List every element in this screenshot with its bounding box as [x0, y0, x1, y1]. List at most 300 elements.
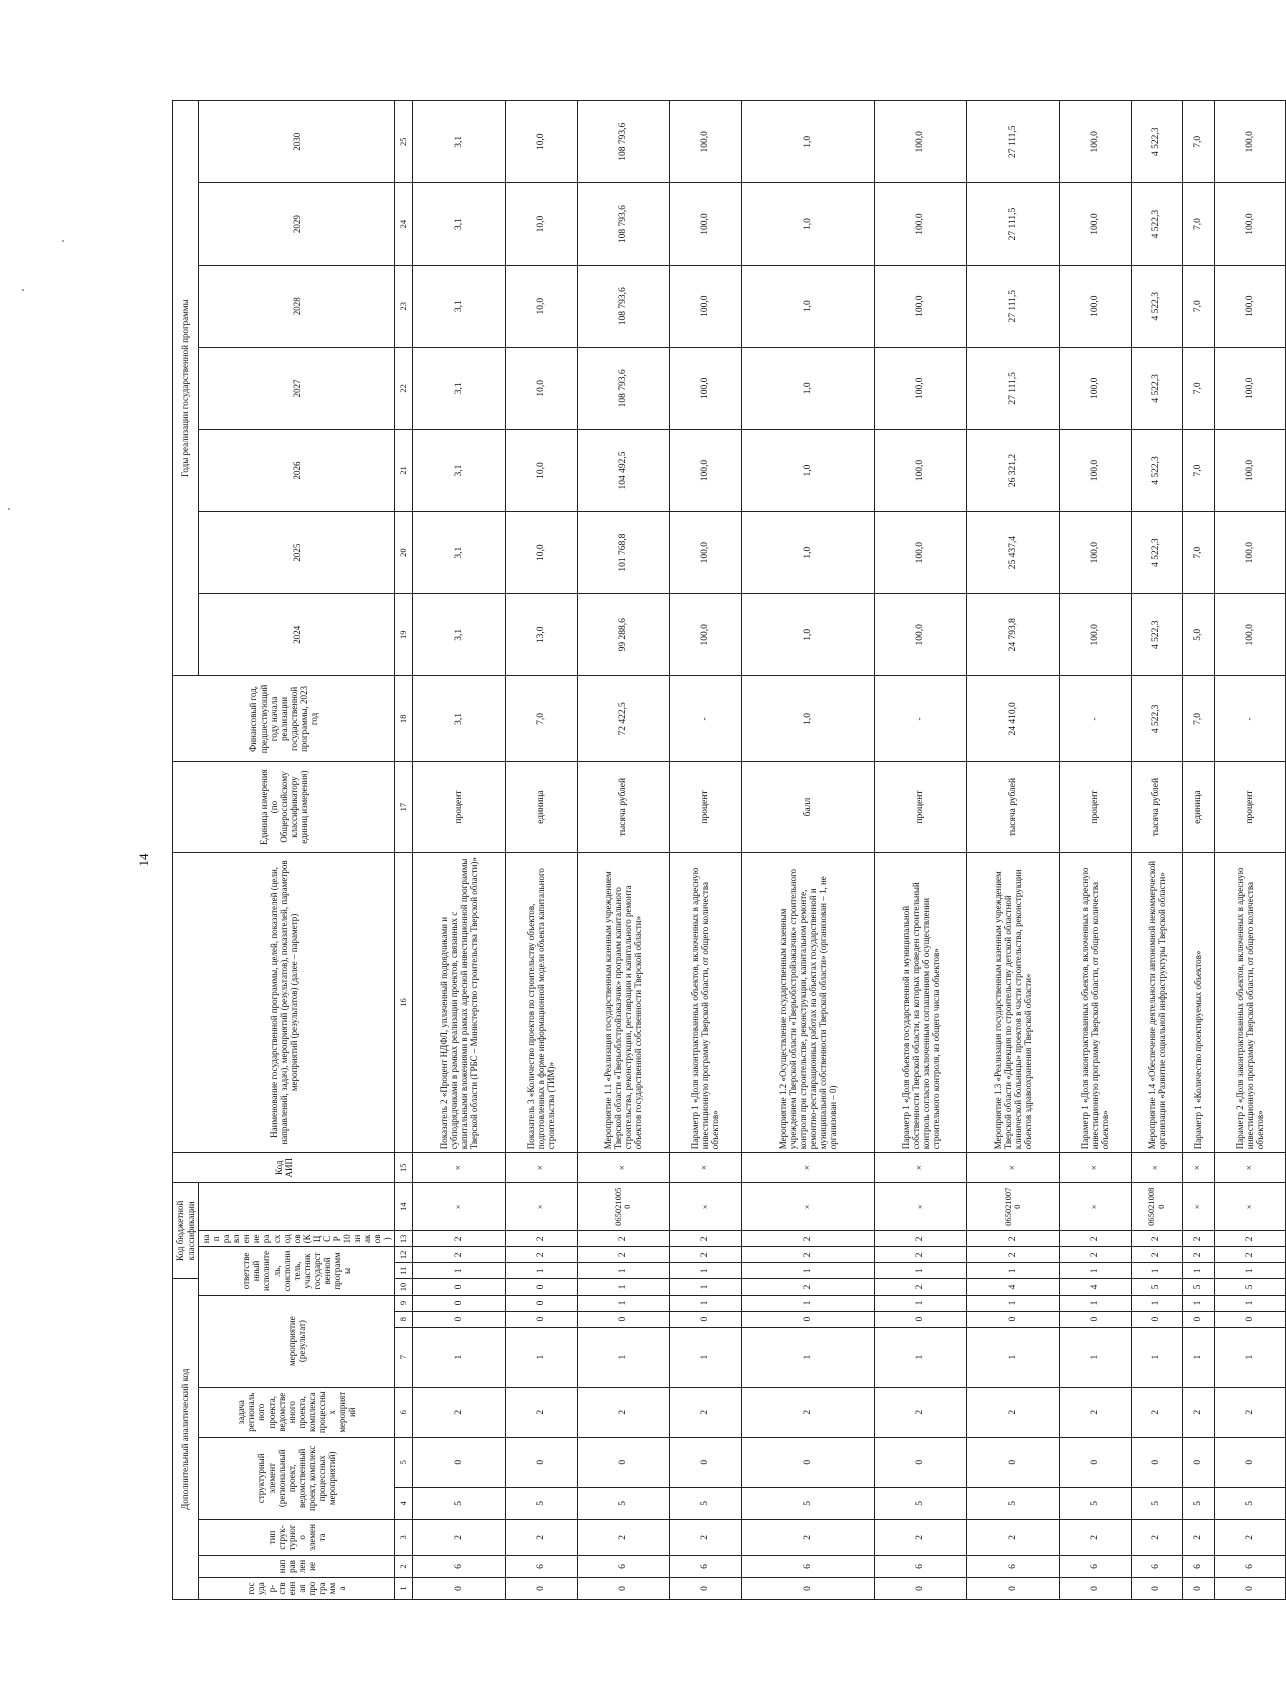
cell-c6: 2: [1059, 1387, 1131, 1437]
year-value: 100,0: [1059, 594, 1131, 676]
cell-aip: ×: [741, 1153, 874, 1183]
cell-c10: 5: [1131, 1279, 1182, 1295]
cell-c12: 2: [505, 1247, 577, 1263]
cell-c3: 2: [1182, 1519, 1214, 1555]
cell-expense: ×: [1182, 1183, 1214, 1231]
cell-c1: 0: [1182, 1577, 1214, 1599]
cell-expense: ×: [505, 1183, 577, 1231]
cell-c9: 1: [875, 1295, 967, 1311]
table-row: [1059, 101, 1131, 1600]
cell-c6: 2: [875, 1387, 967, 1437]
cell-base: 72 422,5: [577, 676, 669, 762]
header-element: структурный элемент (региональный проект, ведомственный проект, комплекс процессных мероприятий): [199, 1437, 395, 1519]
column-number: 15: [395, 1153, 413, 1183]
row-name: Параметр 1 «Доля законтрактованных объектов, включенных в адресную инвестиционную программу Тверской области, от общего количества объектов»: [669, 852, 741, 1153]
rotated-table-wrapper: [172, 100, 1266, 1600]
cell-expense: ×: [1059, 1183, 1131, 1231]
cell-c5: 0: [741, 1437, 874, 1487]
year-value: 25 437,4: [967, 512, 1059, 594]
cell-c12: 2: [875, 1247, 967, 1263]
row-name: Мероприятие 1.3 «Реализация государственным казенным учреждением Тверской области «Дирекция по строительству детской областной клинической больницы» проектов в части строительства, реконструкции объектов здравоохранения Тверской области»: [967, 852, 1059, 1153]
cell-c1: 0: [741, 1577, 874, 1599]
cell-c7: 1: [1214, 1327, 1286, 1387]
cell-c11: 1: [741, 1263, 874, 1279]
cell-c13: 2: [1214, 1231, 1286, 1247]
cell-c4: 5: [505, 1487, 577, 1519]
year-value: 10,0: [505, 183, 577, 265]
year-value: 4 522,3: [1131, 512, 1182, 594]
year-value: 100,0: [875, 347, 967, 429]
year-value: 10,0: [505, 101, 577, 184]
cell-c9: 1: [669, 1295, 741, 1311]
cell-c4: 5: [1059, 1487, 1131, 1519]
cell-c5: 0: [1059, 1437, 1131, 1487]
cell-c1: 0: [505, 1577, 577, 1599]
cell-base: -: [669, 676, 741, 762]
cell-c5: 0: [577, 1437, 669, 1487]
year-header: 2027: [199, 347, 395, 429]
cell-c7: 1: [413, 1327, 505, 1387]
cell-c2: 6: [875, 1555, 967, 1577]
cell-c13: 2: [413, 1231, 505, 1247]
year-value: 7,0: [1182, 429, 1214, 511]
cell-c4: 5: [875, 1487, 967, 1519]
cell-expense: ×: [741, 1183, 874, 1231]
year-value: 4 522,3: [1131, 265, 1182, 347]
cell-unit: тысяча рублей: [967, 762, 1059, 852]
column-number: 19: [395, 594, 413, 676]
cell-unit: процент: [1059, 762, 1131, 852]
year-value: 100,0: [1214, 183, 1286, 265]
cell-c11: 1: [413, 1263, 505, 1279]
column-number: 14: [395, 1183, 413, 1231]
year-value: 108 793,6: [577, 347, 669, 429]
year-value: 4 522,3: [1131, 183, 1182, 265]
row-name: Мероприятие 1.4 «Обеспечение деятельности автономной некоммерческой организации «Развитие социальной инфраструктуры Тверской области»: [1131, 852, 1182, 1153]
cell-base: -: [1059, 676, 1131, 762]
cell-c3: 2: [741, 1519, 874, 1555]
cell-c9: 1: [1059, 1295, 1131, 1311]
column-number: 24: [395, 183, 413, 265]
cell-c1: 0: [1131, 1577, 1182, 1599]
year-value: 100,0: [875, 101, 967, 184]
year-value: 100,0: [875, 265, 967, 347]
cell-c5: 0: [1131, 1437, 1182, 1487]
cell-c10: 5: [1182, 1279, 1214, 1295]
table-row: [1131, 101, 1182, 1600]
cell-c8: 0: [1214, 1311, 1286, 1327]
year-header: 2026: [199, 429, 395, 511]
header-measure: мероприятие (результат): [199, 1295, 395, 1387]
year-value: 7,0: [1182, 183, 1214, 265]
cell-c8: 0: [669, 1311, 741, 1327]
year-value: 7,0: [1182, 512, 1214, 594]
cell-c11: 1: [577, 1263, 669, 1279]
cell-c6: 2: [1214, 1387, 1286, 1437]
cell-expense: 0650210050: [577, 1183, 669, 1231]
column-number: 6: [395, 1387, 413, 1437]
row-name: Параметр 2 «Доля законтрактованных объектов, включенных в адресную инвестиционную программу Тверской области, от общего количества объектов»: [1214, 852, 1286, 1153]
cell-c7: 1: [577, 1327, 669, 1387]
cell-c13: 2: [577, 1231, 669, 1247]
cell-c13: 2: [1182, 1231, 1214, 1247]
header-expense: направление расходов (КЦСР 10 знаков): [199, 1231, 395, 1247]
cell-c13: 2: [1059, 1231, 1131, 1247]
cell-c4: 5: [1182, 1487, 1214, 1519]
cell-c10: 4: [1059, 1279, 1131, 1295]
header-years-group: Годы реализации государственной программы: [173, 101, 199, 676]
cell-c5: 0: [669, 1437, 741, 1487]
year-value: 10,0: [505, 265, 577, 347]
row-name: Показатель 3 «Количество проектов по строительству объектов, подготовленных в форме информационной модели объекта капитального строительства (ТИМ)»: [505, 852, 577, 1153]
year-value: 10,0: [505, 347, 577, 429]
cell-expense: 0650210080: [1131, 1183, 1182, 1231]
cell-c11: 1: [1131, 1263, 1182, 1279]
year-value: 100,0: [669, 183, 741, 265]
cell-c1: 0: [1214, 1577, 1286, 1599]
year-value: 100,0: [875, 429, 967, 511]
cell-c9: 0: [413, 1295, 505, 1311]
year-value: 4 522,3: [1131, 101, 1182, 184]
row-name: Мероприятие 1.1 «Реализация государственным казенным учреждением Тверской области «Тверьоблстройзаказчик» программ капитального строительства, реконструкции, реставрации и капитального ремонта объектов государственной собственности Тверской области»: [577, 852, 669, 1153]
header-task: задача регионального проекта, ведомственного проекта, комплекса процессных мероприятий: [199, 1387, 395, 1437]
cell-unit: единица: [505, 762, 577, 852]
cell-c10: 1: [577, 1279, 669, 1295]
cell-c8: 0: [1182, 1311, 1214, 1327]
year-value: 3,1: [413, 429, 505, 511]
year-value: 100,0: [1059, 347, 1131, 429]
cell-c12: 2: [577, 1247, 669, 1263]
cell-c4: 5: [741, 1487, 874, 1519]
cell-c2: 6: [1182, 1555, 1214, 1577]
cell-c2: 6: [741, 1555, 874, 1577]
column-number: 2: [395, 1555, 413, 1577]
cell-c13: 2: [741, 1231, 874, 1247]
scan-speck: [8, 508, 10, 510]
cell-c4: 5: [669, 1487, 741, 1519]
year-value: 104 492,5: [577, 429, 669, 511]
year-value: 100,0: [1059, 512, 1131, 594]
cell-c10: 0: [505, 1279, 577, 1295]
year-value: 7,0: [1182, 265, 1214, 347]
year-value: 3,1: [413, 101, 505, 184]
cell-c11: 1: [875, 1263, 967, 1279]
cell-expense: ×: [413, 1183, 505, 1231]
cell-unit: балл: [741, 762, 874, 852]
cell-c12: 2: [1214, 1247, 1286, 1263]
year-value: 99 288,6: [577, 594, 669, 676]
cell-base: 1,0: [741, 676, 874, 762]
cell-c7: 1: [1182, 1327, 1214, 1387]
year-value: 1,0: [741, 265, 874, 347]
table-row: [875, 101, 967, 1600]
year-value: 100,0: [875, 512, 967, 594]
cell-unit: процент: [1214, 762, 1286, 852]
cell-c8: 0: [505, 1311, 577, 1327]
cell-unit: тысяча рублей: [577, 762, 669, 852]
column-number: 16: [395, 852, 413, 1153]
column-number: 21: [395, 429, 413, 511]
year-header: 2025: [199, 512, 395, 594]
cell-c7: 1: [967, 1327, 1059, 1387]
cell-aip: ×: [505, 1153, 577, 1183]
table-row: [1214, 101, 1286, 1600]
row-name: Мероприятие 1.2 «Осуществление государственным казенным учреждением Тверской области «Тверьоблстройзаказчик» строительного контроля при строительстве, реконструкции, капитальном ремонте, ремонтно-реставрационных работах на объектах государственной и муниципальной собственности Тверской области» (организован – 1, не организован – 0): [741, 852, 874, 1153]
cell-c1: 0: [967, 1577, 1059, 1599]
cell-c1: 0: [669, 1577, 741, 1599]
cell-base: -: [875, 676, 967, 762]
year-header: 2029: [199, 183, 395, 265]
cell-c3: 2: [1131, 1519, 1182, 1555]
year-value: 108 793,6: [577, 183, 669, 265]
cell-c2: 6: [1214, 1555, 1286, 1577]
year-value: 3,1: [413, 512, 505, 594]
year-value: 27 111,5: [967, 183, 1059, 265]
year-value: 1,0: [741, 101, 874, 184]
header-executor: ответственный исполнитель, соисполнитель, участник государственной программы: [199, 1247, 395, 1295]
cell-c7: 1: [505, 1327, 577, 1387]
cell-unit: процент: [669, 762, 741, 852]
year-value: 100,0: [669, 101, 741, 184]
table-row: [967, 101, 1059, 1600]
header-name: Наименование государственной программы, целей, показателей (цели, направлений, задач), мероприятий (результатов), показателей, параметров мероприятий (результатов) (далее – параметр): [173, 852, 395, 1153]
year-value: 100,0: [669, 347, 741, 429]
cell-c8: 0: [413, 1311, 505, 1327]
year-value: 100,0: [1059, 429, 1131, 511]
cell-base: -: [1214, 676, 1286, 762]
year-value: 100,0: [1214, 265, 1286, 347]
table-body: [413, 101, 1286, 1600]
cell-c2: 6: [1059, 1555, 1131, 1577]
year-value: 108 793,6: [577, 265, 669, 347]
year-value: 1,0: [741, 512, 874, 594]
header-aip: Код АИП: [173, 1153, 395, 1183]
year-value: 27 111,5: [967, 265, 1059, 347]
cell-c10: 2: [741, 1279, 874, 1295]
year-value: 1,0: [741, 594, 874, 676]
year-value: 1,0: [741, 183, 874, 265]
cell-expense: ×: [1214, 1183, 1286, 1231]
cell-c2: 6: [669, 1555, 741, 1577]
cell-c1: 0: [577, 1577, 669, 1599]
cell-c6: 2: [741, 1387, 874, 1437]
scan-speck: [62, 240, 64, 242]
table-row: [669, 101, 741, 1600]
year-value: 101 768,8: [577, 512, 669, 594]
year-value: 4 522,3: [1131, 429, 1182, 511]
table-row: [1182, 101, 1214, 1600]
cell-c11: 1: [1214, 1263, 1286, 1279]
year-header: 2030: [199, 101, 395, 184]
cell-aip: ×: [577, 1153, 669, 1183]
column-number-row: [395, 101, 413, 1600]
cell-c9: 1: [741, 1295, 874, 1311]
cell-aip: ×: [1131, 1153, 1182, 1183]
cell-aip: ×: [413, 1153, 505, 1183]
year-value: 100,0: [1214, 101, 1286, 184]
column-number: 5: [395, 1437, 413, 1487]
year-value: 5,0: [1182, 594, 1214, 676]
scan-speck: [22, 289, 24, 291]
year-value: 7,0: [1182, 347, 1214, 429]
cell-c3: 2: [875, 1519, 967, 1555]
cell-c7: 1: [669, 1327, 741, 1387]
cell-c6: 2: [505, 1387, 577, 1437]
column-number: 20: [395, 512, 413, 594]
cell-c4: 5: [577, 1487, 669, 1519]
year-value: 3,1: [413, 265, 505, 347]
cell-c4: 5: [967, 1487, 1059, 1519]
column-number: 13: [395, 1231, 413, 1247]
header-analytic-code: Дополнительный аналитический код: [173, 1279, 199, 1600]
year-value: 26 321,2: [967, 429, 1059, 511]
cell-c13: 2: [669, 1231, 741, 1247]
cell-c11: 1: [669, 1263, 741, 1279]
year-value: 3,1: [413, 183, 505, 265]
column-number: 23: [395, 265, 413, 347]
column-number: 11: [395, 1263, 413, 1279]
cell-c12: 2: [1182, 1247, 1214, 1263]
cell-c12: 2: [1131, 1247, 1182, 1263]
year-value: 100,0: [669, 512, 741, 594]
year-value: 1,0: [741, 429, 874, 511]
cell-c12: 2: [669, 1247, 741, 1263]
cell-c6: 2: [1131, 1387, 1182, 1437]
cell-c1: 0: [413, 1577, 505, 1599]
cell-c3: 2: [505, 1519, 577, 1555]
cell-c7: 1: [875, 1327, 967, 1387]
cell-c8: 0: [741, 1311, 874, 1327]
column-number: 8: [395, 1311, 413, 1327]
cell-c13: 2: [967, 1231, 1059, 1247]
cell-c4: 5: [1131, 1487, 1182, 1519]
cell-expense: ×: [875, 1183, 967, 1231]
cell-c9: 1: [1182, 1295, 1214, 1311]
cell-c3: 2: [669, 1519, 741, 1555]
column-number: 12: [395, 1247, 413, 1263]
year-value: 10,0: [505, 429, 577, 511]
year-value: 100,0: [875, 183, 967, 265]
cell-aip: ×: [967, 1153, 1059, 1183]
cell-c9: 1: [1214, 1295, 1286, 1311]
cell-base: 24 410,0: [967, 676, 1059, 762]
year-value: 7,0: [1182, 101, 1214, 184]
year-value: 27 111,5: [967, 101, 1059, 184]
year-value: 4 522,3: [1131, 347, 1182, 429]
cell-c3: 2: [967, 1519, 1059, 1555]
cell-c4: 5: [413, 1487, 505, 1519]
year-value: 1,0: [741, 347, 874, 429]
header-type: тип струк-турного элемента: [199, 1519, 395, 1555]
cell-c8: 0: [967, 1311, 1059, 1327]
year-value: 100,0: [1214, 429, 1286, 511]
cell-c6: 2: [1182, 1387, 1214, 1437]
cell-c5: 0: [1182, 1437, 1214, 1487]
year-value: 27 111,5: [967, 347, 1059, 429]
header-direction: направление: [199, 1555, 395, 1577]
cell-c12: 2: [967, 1247, 1059, 1263]
cell-aip: ×: [1214, 1153, 1286, 1183]
table-row: [741, 101, 874, 1600]
cell-unit: тысяча рублей: [1131, 762, 1182, 852]
cell-c12: 2: [413, 1247, 505, 1263]
year-value: 100,0: [669, 265, 741, 347]
year-value: 100,0: [1214, 512, 1286, 594]
cell-c13: 2: [875, 1231, 967, 1247]
cell-unit: процент: [875, 762, 967, 852]
cell-c5: 0: [413, 1437, 505, 1487]
cell-expense: ×: [669, 1183, 741, 1231]
column-number: 7: [395, 1327, 413, 1387]
year-value: 100,0: [1214, 347, 1286, 429]
cell-c11: 1: [1182, 1263, 1214, 1279]
cell-c9: 1: [967, 1295, 1059, 1311]
cell-c12: 2: [741, 1247, 874, 1263]
cell-c5: 0: [505, 1437, 577, 1487]
cell-c8: 0: [1131, 1311, 1182, 1327]
cell-c1: 0: [875, 1577, 967, 1599]
cell-aip: ×: [875, 1153, 967, 1183]
cell-c3: 2: [1214, 1519, 1286, 1555]
year-value: 100,0: [669, 594, 741, 676]
cell-c2: 6: [505, 1555, 577, 1577]
cell-c5: 0: [875, 1437, 967, 1487]
cell-c3: 2: [1059, 1519, 1131, 1555]
cell-c5: 0: [967, 1437, 1059, 1487]
column-number: 22: [395, 347, 413, 429]
column-number: 17: [395, 762, 413, 852]
row-name: Параметр 1 «Количество проектируемых объектов»: [1182, 852, 1214, 1153]
cell-unit: процент: [413, 762, 505, 852]
cell-c1: 0: [1059, 1577, 1131, 1599]
column-number: 9: [395, 1295, 413, 1311]
column-number: 1: [395, 1577, 413, 1599]
cell-expense: 0650210070: [967, 1183, 1059, 1231]
year-value: 108 793,6: [577, 101, 669, 184]
cell-c11: 1: [1059, 1263, 1131, 1279]
cell-c8: 0: [1059, 1311, 1131, 1327]
column-number: 4: [395, 1487, 413, 1519]
cell-c5: 0: [1214, 1437, 1286, 1487]
table-row: [413, 101, 505, 1600]
year-value: 100,0: [1059, 101, 1131, 184]
cell-c2: 6: [967, 1555, 1059, 1577]
cell-aip: ×: [669, 1153, 741, 1183]
column-number: 18: [395, 676, 413, 762]
year-value: 100,0: [875, 594, 967, 676]
cell-base: 3,1: [413, 676, 505, 762]
year-value: 3,1: [413, 594, 505, 676]
cell-c6: 2: [967, 1387, 1059, 1437]
header-unit: Единица измерения (по Общероссийскому классификатору единиц измерения): [173, 762, 395, 852]
year-value: 13,0: [505, 594, 577, 676]
column-number: 10: [395, 1279, 413, 1295]
cell-base: 7,0: [505, 676, 577, 762]
cell-c2: 6: [1131, 1555, 1182, 1577]
cell-c10: 5: [1214, 1279, 1286, 1295]
cell-c11: 1: [967, 1263, 1059, 1279]
cell-aip: ×: [1182, 1153, 1214, 1183]
cell-c10: 2: [875, 1279, 967, 1295]
cell-c13: 2: [1131, 1231, 1182, 1247]
cell-c6: 2: [577, 1387, 669, 1437]
year-header: 2028: [199, 265, 395, 347]
header-spacer: [199, 1183, 395, 1231]
cell-c6: 2: [669, 1387, 741, 1437]
cell-c7: 1: [1059, 1327, 1131, 1387]
table-row: [505, 101, 577, 1600]
cell-c11: 1: [505, 1263, 577, 1279]
